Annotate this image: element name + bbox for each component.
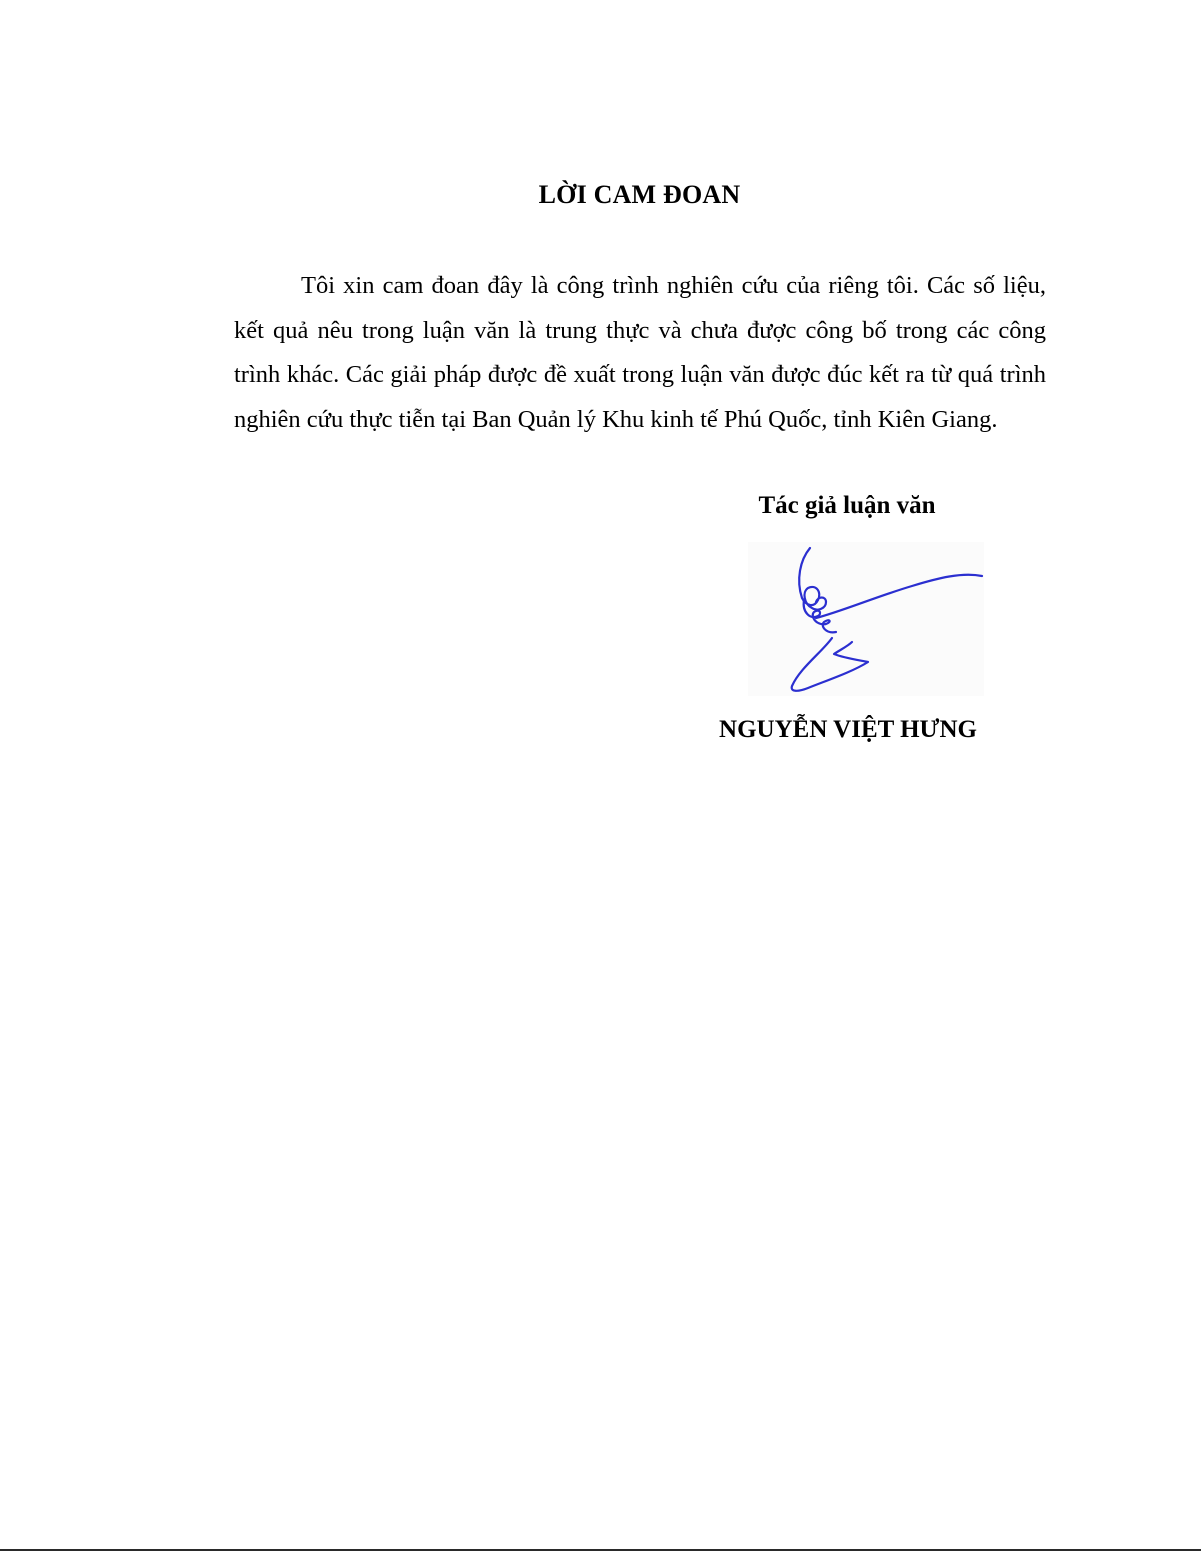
page-title: LỜI CAM ĐOAN bbox=[538, 180, 741, 209]
author-name: NGUYỄN VIỆT HƯNG bbox=[719, 716, 977, 743]
signature-image bbox=[748, 542, 984, 696]
signature-background bbox=[748, 542, 984, 696]
author-label: Tác giả luận văn bbox=[758, 492, 936, 519]
bottom-divider bbox=[0, 1549, 1201, 1551]
declaration-paragraph: Tôi xin cam đoan đây là công trình nghiên cứu của riêng tôi. Các số liệu, kết quả nêu trong luận văn là trung thực và chưa được công bố trong các công trình khác. Các giải pháp được đề xuất trong luận văn được đúc kết ra từ quá trình nghiên cứu thực tiễn tại Ban Quản lý Khu kinh tế Phú Quốc, tỉnh Kiên Giang. bbox=[234, 272, 1046, 433]
